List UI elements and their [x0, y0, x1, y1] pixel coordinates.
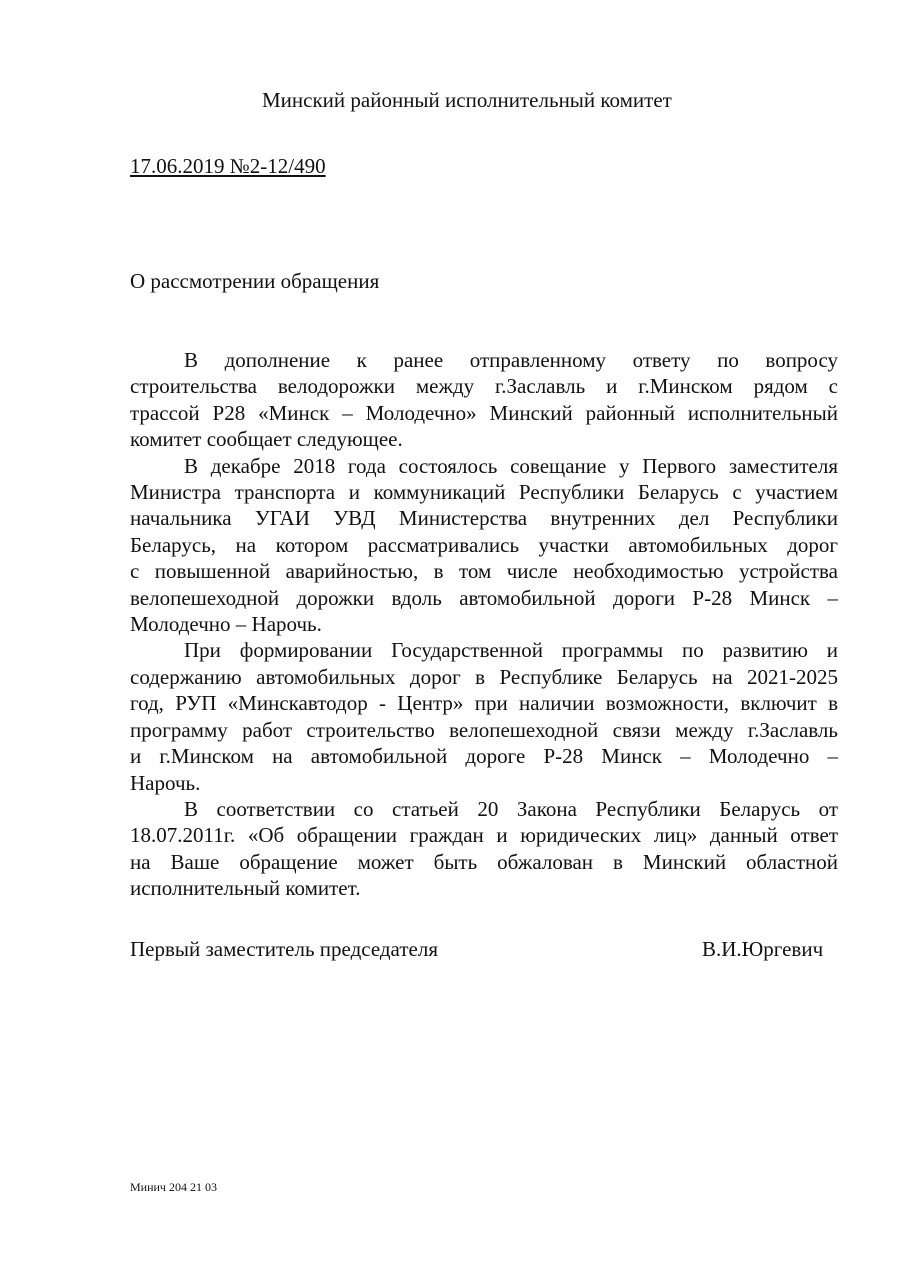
executor-contact: Минич 204 21 03 [130, 1180, 217, 1194]
paragraph-line: Беларусь, на котором рассматривались участки автомобильных дорог [130, 532, 838, 557]
paragraph-line: комитет сообщает следующее. [130, 427, 403, 452]
paragraph-line: строительства велодорожки между г.Заславль и г.Минском рядом с [130, 374, 838, 399]
paragraph-line: на Ваше обращение может быть обжалован в Минский областной [130, 849, 838, 874]
paragraph-line: В соответствии со статьей 20 Закона Республики Беларусь от [184, 796, 838, 821]
paragraph [130, 453, 838, 638]
paragraph-line: с повышенной аварийностью, в том числе необходимостью устройства [130, 559, 838, 584]
paragraph-line: 18.07.2011г. «Об обращении граждан и юридических лиц» данный ответ [130, 823, 838, 848]
organization-name: Минский районный исполнительный комитет [262, 88, 672, 112]
paragraph-line: исполнительный комитет. [130, 876, 361, 901]
paragraph-line: программу работ строительство велопешеходной связи между г.Заславль [130, 717, 838, 742]
paragraph-line: В дополнение к ранее отправленному ответу по вопросу [184, 348, 838, 372]
paragraph [130, 347, 838, 453]
paragraph-line: велопешеходной дорожки вдоль автомобильной дороги Р-28 Минск – [130, 585, 838, 610]
paragraph-line: год, РУП «Минскавтодор - Центр» при наличии возможности, включит в [130, 691, 838, 716]
signatory-position: Первый заместитель председателя [130, 937, 438, 961]
paragraph-line: трассой Р28 «Минск – Молодечно» Минский районный исполнительный [130, 400, 838, 425]
signatory-name: В.И.Юргевич [702, 937, 824, 961]
paragraph-line: Нарочь. [130, 770, 201, 795]
paragraph-line: В декабре 2018 года состоялось совещание у Первого заместителя [184, 453, 838, 478]
paragraph [130, 796, 838, 902]
paragraph-line: Министра транспорта и коммуникаций Республики Беларусь с участием [130, 480, 838, 505]
paragraph [130, 637, 838, 795]
letter-body [130, 347, 838, 902]
paragraph-line: При формировании Государственной программы по развитию и [184, 638, 838, 663]
paragraph-line: и г.Минском на автомобильной дороге Р-28 Минск – Молодечно – [130, 744, 838, 769]
paragraph-line: содержанию автомобильных дорог в Республике Беларусь на 2021-2025 [130, 664, 838, 689]
document-reference: 17.06.2019 №2-12/490 [130, 154, 326, 178]
document-subject: О рассмотрении обращения [130, 269, 380, 293]
paragraph-line: Молодечно – Нарочь. [130, 612, 322, 637]
paragraph-line: начальника УГАИ УВД Министерства внутренних дел Республики [130, 506, 838, 531]
